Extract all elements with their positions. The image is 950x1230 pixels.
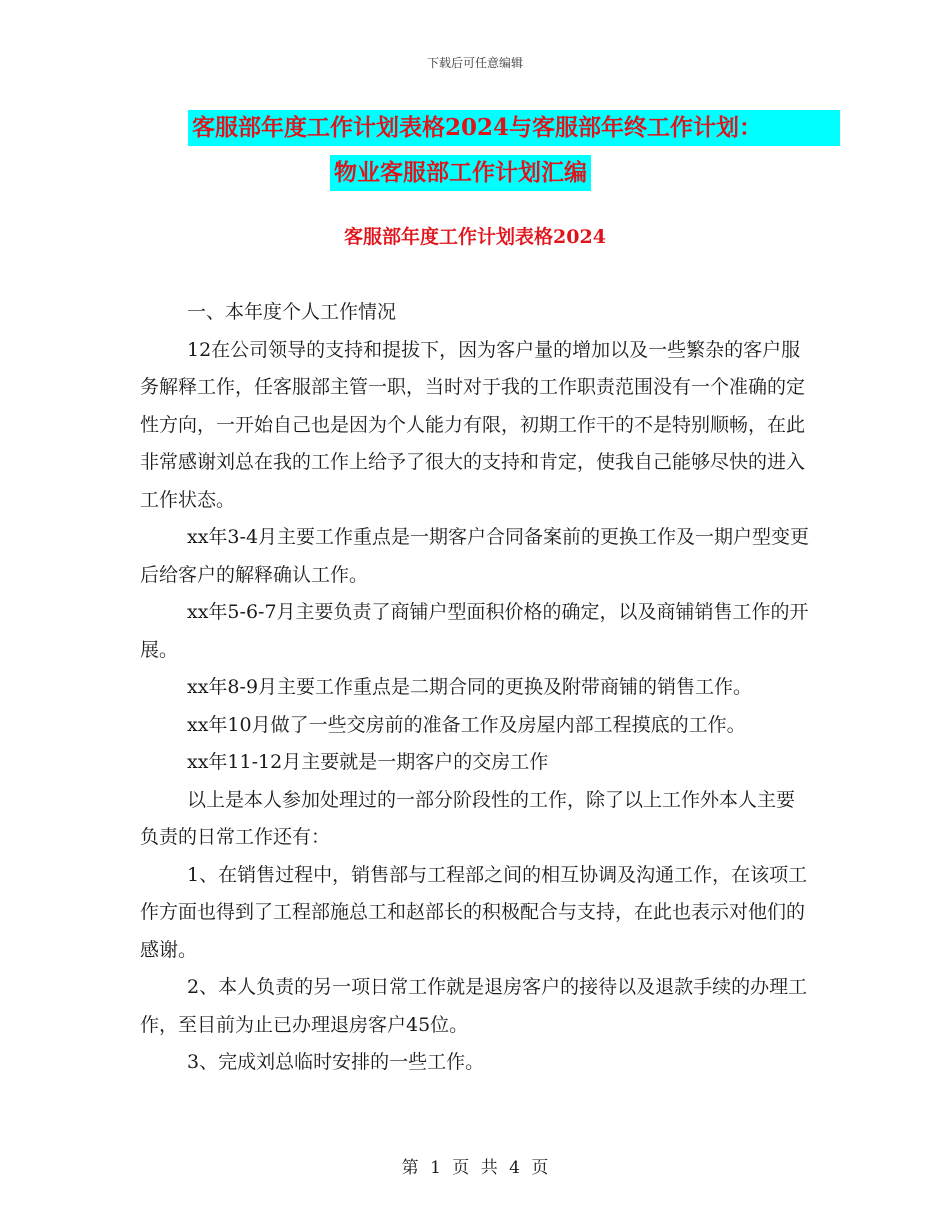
section-title: 客服部年度工作计划表格2024 [344,226,606,248]
page-footer: 第 1 页 共 4 页 [401,1158,549,1178]
header-note: 下载后可任意编辑 [426,56,523,70]
paragraph: xx年5-6-7月主要负责了商铺户型面积价格的确定，以及商铺销售工作的开展。 [140,601,809,661]
paragraph: 以上是本人参加处理过的一部分阶段性的工作，除了以上工作外本人主要负责的日常工作还有： [140,788,796,848]
title-line-2: 物业客服部工作计划汇编 [330,155,591,191]
body-text [140,294,810,1082]
paragraph: 12在公司领导的支持和提拔下，因为客户量的增加以及一些繁杂的客户服务解释工作，任客服部主管一职，当时对于我的工作职责范围没有一个准确的定性方向，一开始自己也是因为个人能力有限，初期工作干的不是特别顺畅，在此非常感谢刘总在我的工作上给予了很大的支持和肯定，使我自己能够尽快的进入工作状态。 [140,338,806,511]
title-line-1: 客服部年度工作计划表格2024与客服部年终工作计划： [188,110,840,146]
paragraph: 2、本人负责的另一项日常工作就是退房客户的接待以及退款手续的办理工作，至目前为止已办理退房客户45位。 [140,976,808,1036]
paragraph: 3、完成刘总临时安排的一些工作。 [187,1051,485,1073]
paragraph: 1、在销售过程中，销售部与工程部之间的相互协调及沟通工作，在该项工作方面也得到了工程部施总工和赵部长的积极配合与支持，在此也表示对他们的感谢。 [140,863,808,961]
paragraph: xx年10月做了一些交房前的准备工作及房屋内部工程摸底的工作。 [187,713,746,736]
paragraph: xx年3-4月主要工作重点是一期客户合同备案前的更换工作及一期户型变更后给客户的解释确认工作。 [140,526,810,586]
paragraph: 一、本年度个人工作情况 [187,301,397,323]
paragraph: xx年8-9月主要工作重点是二期合同的更换及附带商铺的销售工作。 [187,676,753,698]
paragraph: xx年11-12月主要就是一期客户的交房工作 [187,751,549,773]
